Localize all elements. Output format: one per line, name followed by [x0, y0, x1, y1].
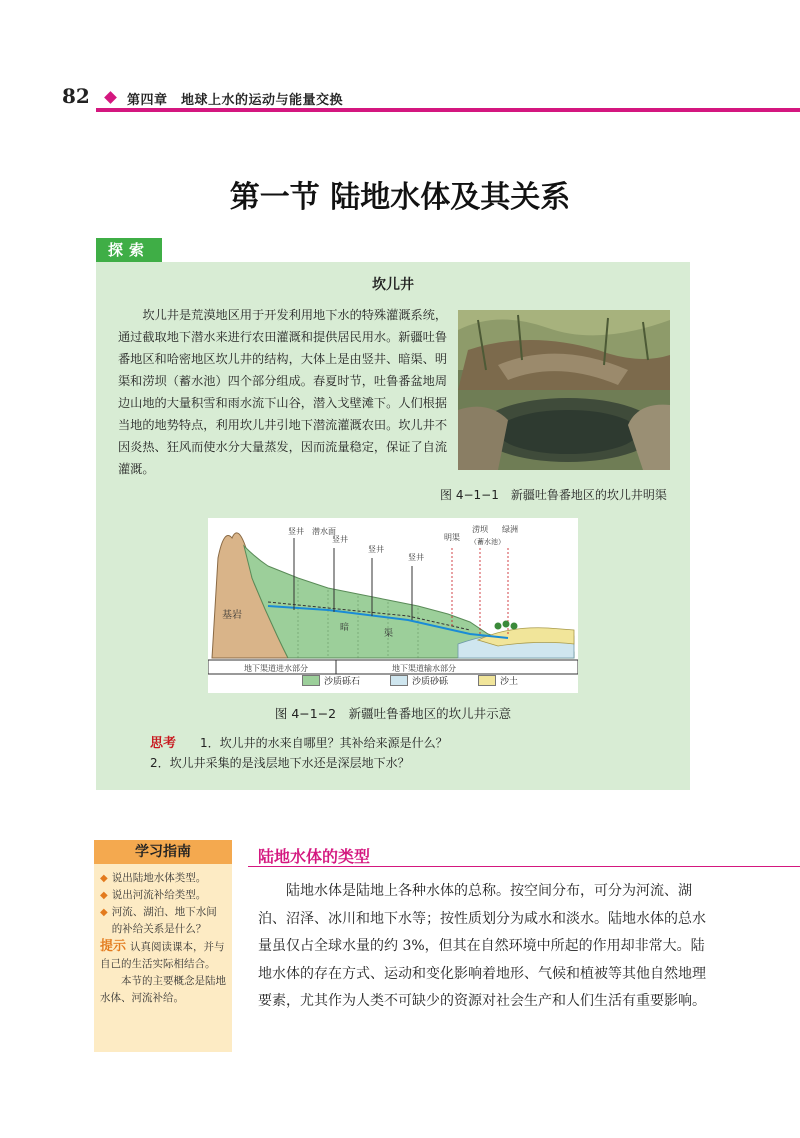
bullet-icon: ◆ [100, 890, 108, 901]
explore-heading: 坎儿井 [372, 277, 414, 293]
think-label: 思考 [150, 736, 177, 751]
legend-swatch [478, 675, 496, 686]
diamond-icon [104, 91, 117, 104]
karez-diagram [208, 518, 578, 693]
page-number: 82 [62, 84, 90, 108]
legend-item: 沙质砂砾 [390, 674, 448, 687]
label-well1: 竖井 [288, 527, 304, 536]
sub-heading-rule [248, 866, 800, 867]
label-dark-canal-a: 暗 [340, 623, 350, 633]
guide-item: ◆ 说出陆地水体类型。 [100, 870, 226, 887]
label-oasis: 绿洲 [502, 525, 518, 534]
legend-item: 沙质砾石 [302, 674, 360, 687]
think-question-1: 1．坎儿井的水来自哪里？其补给来源是什么？ [200, 736, 448, 750]
guide-item: ◆ 河流、湖泊、地下水间的补给关系是什么？ [100, 904, 226, 938]
karez-photo [458, 310, 670, 470]
label-segment-left: 地下渠道进水部分 [244, 664, 308, 673]
study-guide [94, 840, 232, 1052]
diagram-caption: 图 4−1−2 新疆吐鲁番地区的坎儿井示意 [274, 706, 512, 721]
label-pond-note: （蓄水池） [470, 538, 505, 546]
header-rule [96, 108, 800, 112]
sub-heading: 陆地水体的类型 [258, 847, 371, 866]
explore-paragraph: 坎儿井是荒漠地区用于开发利用地下水的特殊灌溉系统，通过截取地下潜水来进行农田灌溉和提供居民用水。新疆吐鲁番地区和哈密地区坎儿井的结构，大体上是由竖井、暗渠、明渠和涝坝（蓄水池）四个部分组成。春夏时节，吐鲁番盆地周边山地的大量积雪和雨水流下山谷，潜入戈壁滩下。人们根据当地的地势特点，利用坎儿井引地下潜流灌溉农田。坎儿井不因炎热、狂风而使水分大量蒸发，因而流量稳定，保证了自流灌溉。 [118, 308, 448, 476]
label-water-table: 潜水面 [312, 527, 336, 536]
label-dark-canal-b: 渠 [384, 629, 394, 639]
legend-swatch [302, 675, 320, 686]
bullet-icon: ◆ [100, 907, 108, 918]
study-guide-title: 学习指南 [94, 840, 232, 864]
diagram-legend [302, 672, 622, 692]
bullet-icon: ◆ [100, 873, 108, 884]
label-open-canal: 明渠 [444, 533, 460, 542]
section-title: 第一节 陆地水体及其关系 [229, 180, 571, 215]
label-well4: 竖井 [408, 553, 424, 562]
guide-item: ◆ 说出河流补给类型。 [100, 887, 226, 904]
photo-caption: 图 4−1−1 新疆吐鲁番地区的坎儿井明渠 [440, 488, 667, 502]
legend-item: 沙土 [478, 674, 518, 687]
label-bedrock: 基岩 [222, 610, 242, 621]
legend-swatch [390, 675, 408, 686]
label-segment-right: 地下渠道输水部分 [392, 664, 456, 673]
main-paragraph: 陆地水体是陆地上各种水体的总称。按空间分布，可分为河流、湖泊、沼泽、冰川和地下水等；按性质划分为咸水和淡水。陆地水体的总水量虽仅占全球水量的约 3%，但其在自然环境中所起的作用却非常大。陆地水体的存在方式、运动和变化影响着地形、气候和植被等其他自然地理要素，尤其作为人类不可缺少的资源对社会生产和人们生活有重要影响。 [258, 883, 706, 1009]
guide-concepts: 本节的主要概念是陆地水体、河流补给。 [100, 975, 226, 1004]
label-well2: 竖井 [332, 535, 348, 544]
label-well3: 竖井 [368, 545, 384, 554]
chapter-title: 第四章 地球上水的运动与能量交换 [127, 93, 344, 108]
guide-tip: 提示 认真阅读课本，并与自己的生活实际相结合。 [100, 939, 225, 970]
explore-tab: 探索 [96, 238, 162, 262]
think-question-2: 2．坎儿井采集的是浅层地下水还是深层地下水？ [150, 756, 410, 770]
explore-box [96, 262, 690, 790]
label-pond: 涝坝 [472, 525, 488, 534]
